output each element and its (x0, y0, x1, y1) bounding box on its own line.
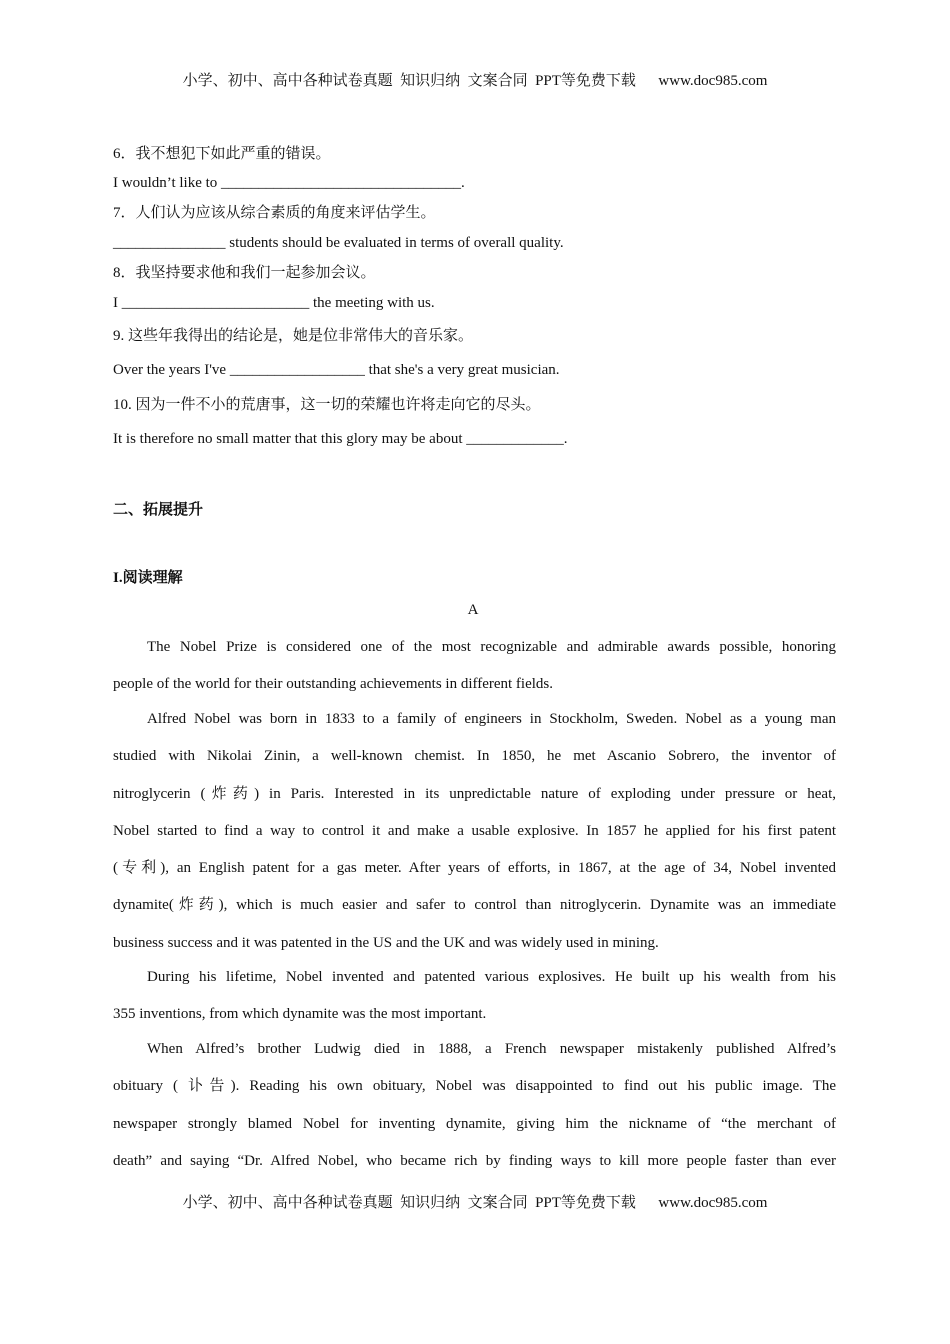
paragraph-line: studied with Nikolai Zinin, a well-known chemist. In 1850, he met Ascanio Sobrero, the inventor of (113, 748, 836, 765)
passage-label: A (467, 602, 479, 618)
paragraph-line: newspaper strongly blamed Nobel for inventing dynamite, giving him the nickname of “the merchant of (113, 1115, 836, 1132)
page-header: 小学、初中、高中各种试卷真题 知识归纳 文案合同 PPT等免费下载 www.doc985.com (182, 73, 768, 89)
paragraph-line: When Alfred’s brother Ludwig died in 1888, a French newspaper mistakenly published Alfred’s (147, 1041, 836, 1057)
question-prompt: 8．我坚持要求他和我们一起参加会议。 (113, 265, 376, 281)
question-prompt: 9. 这些年我得出的结论是，她是位非常伟大的音乐家。 (113, 328, 474, 344)
paragraph-line: people of the world for their outstanding achievements in different fields. (113, 676, 554, 693)
question-prompt: 10. 因为一件不小的荒唐事，这一切的荣耀也许将走向它的尽头。 (113, 397, 541, 413)
paragraph-line: death” and saying “Dr. Alfred Nobel, who became rich by finding ways to kill more people faster than ever (113, 1152, 836, 1169)
section-title: 二、拓展提升 (113, 502, 204, 518)
paragraph (113, 709, 836, 970)
paragraph-line: During his lifetime, Nobel invented and patented various explosives. He built up his wealth from his (147, 969, 836, 985)
subsection-title: I.阅读理解 (113, 570, 183, 586)
paragraph (113, 1039, 836, 1188)
paragraph-line: obituary ( 讣告). Reading his own obituary, Nobel was disappointed to find out his public image. The (113, 1078, 836, 1095)
paragraph-line: The Nobel Prize is considered one of the most recognizable and admirable awards possible, honoring (147, 639, 836, 655)
paragraph-line: (专利), an English patent for a gas meter. After years of efforts, in 1867, at the age of 34, Nobel invented (113, 860, 836, 877)
paragraph-line: 355 inventions, from which dynamite was the most important. (113, 1006, 487, 1023)
question-sentence: Over the years I've __________________ that she's a very great musician. (113, 362, 560, 378)
question-prompt: 7．人们认为应该从综合素质的角度来评估学生。 (113, 205, 436, 221)
paragraph-line: dynamite(炸药), which is much easier and safer to control than nitroglycerin. Dynamite was an immediate (113, 897, 836, 914)
page-footer: 小学、初中、高中各种试卷真题 知识归纳 文案合同 PPT等免费下载 www.doc985.com (182, 1195, 768, 1211)
paragraph-line: Alfred Nobel was born in 1833 to a family of engineers in Stockholm, Sweden. Nobel as a young man (147, 711, 836, 727)
paragraph (113, 637, 836, 712)
question-sentence: I wouldn’t like to ________________________________. (113, 175, 465, 191)
question-sentence: _______________ students should be evaluated in terms of overall quality. (113, 235, 564, 251)
question-sentence: I _________________________ the meeting with us. (113, 295, 435, 311)
paragraph-line: nitroglycerin (炸药) in Paris. Interested in its unpredictable nature of exploding under pressure or heat, (113, 785, 836, 802)
question-prompt: 6．我不想犯下如此严重的错误。 (113, 146, 331, 162)
paragraph-line: business success and it was patented in the US and the UK and was widely used in mining. (113, 934, 659, 951)
paragraph-line: Nobel started to find a way to control it and make a usable explosive. In 1857 he applied for his first patent (113, 822, 836, 839)
question-sentence: It is therefore no small matter that this glory may be about _____________. (113, 431, 568, 447)
paragraph (113, 967, 836, 1042)
